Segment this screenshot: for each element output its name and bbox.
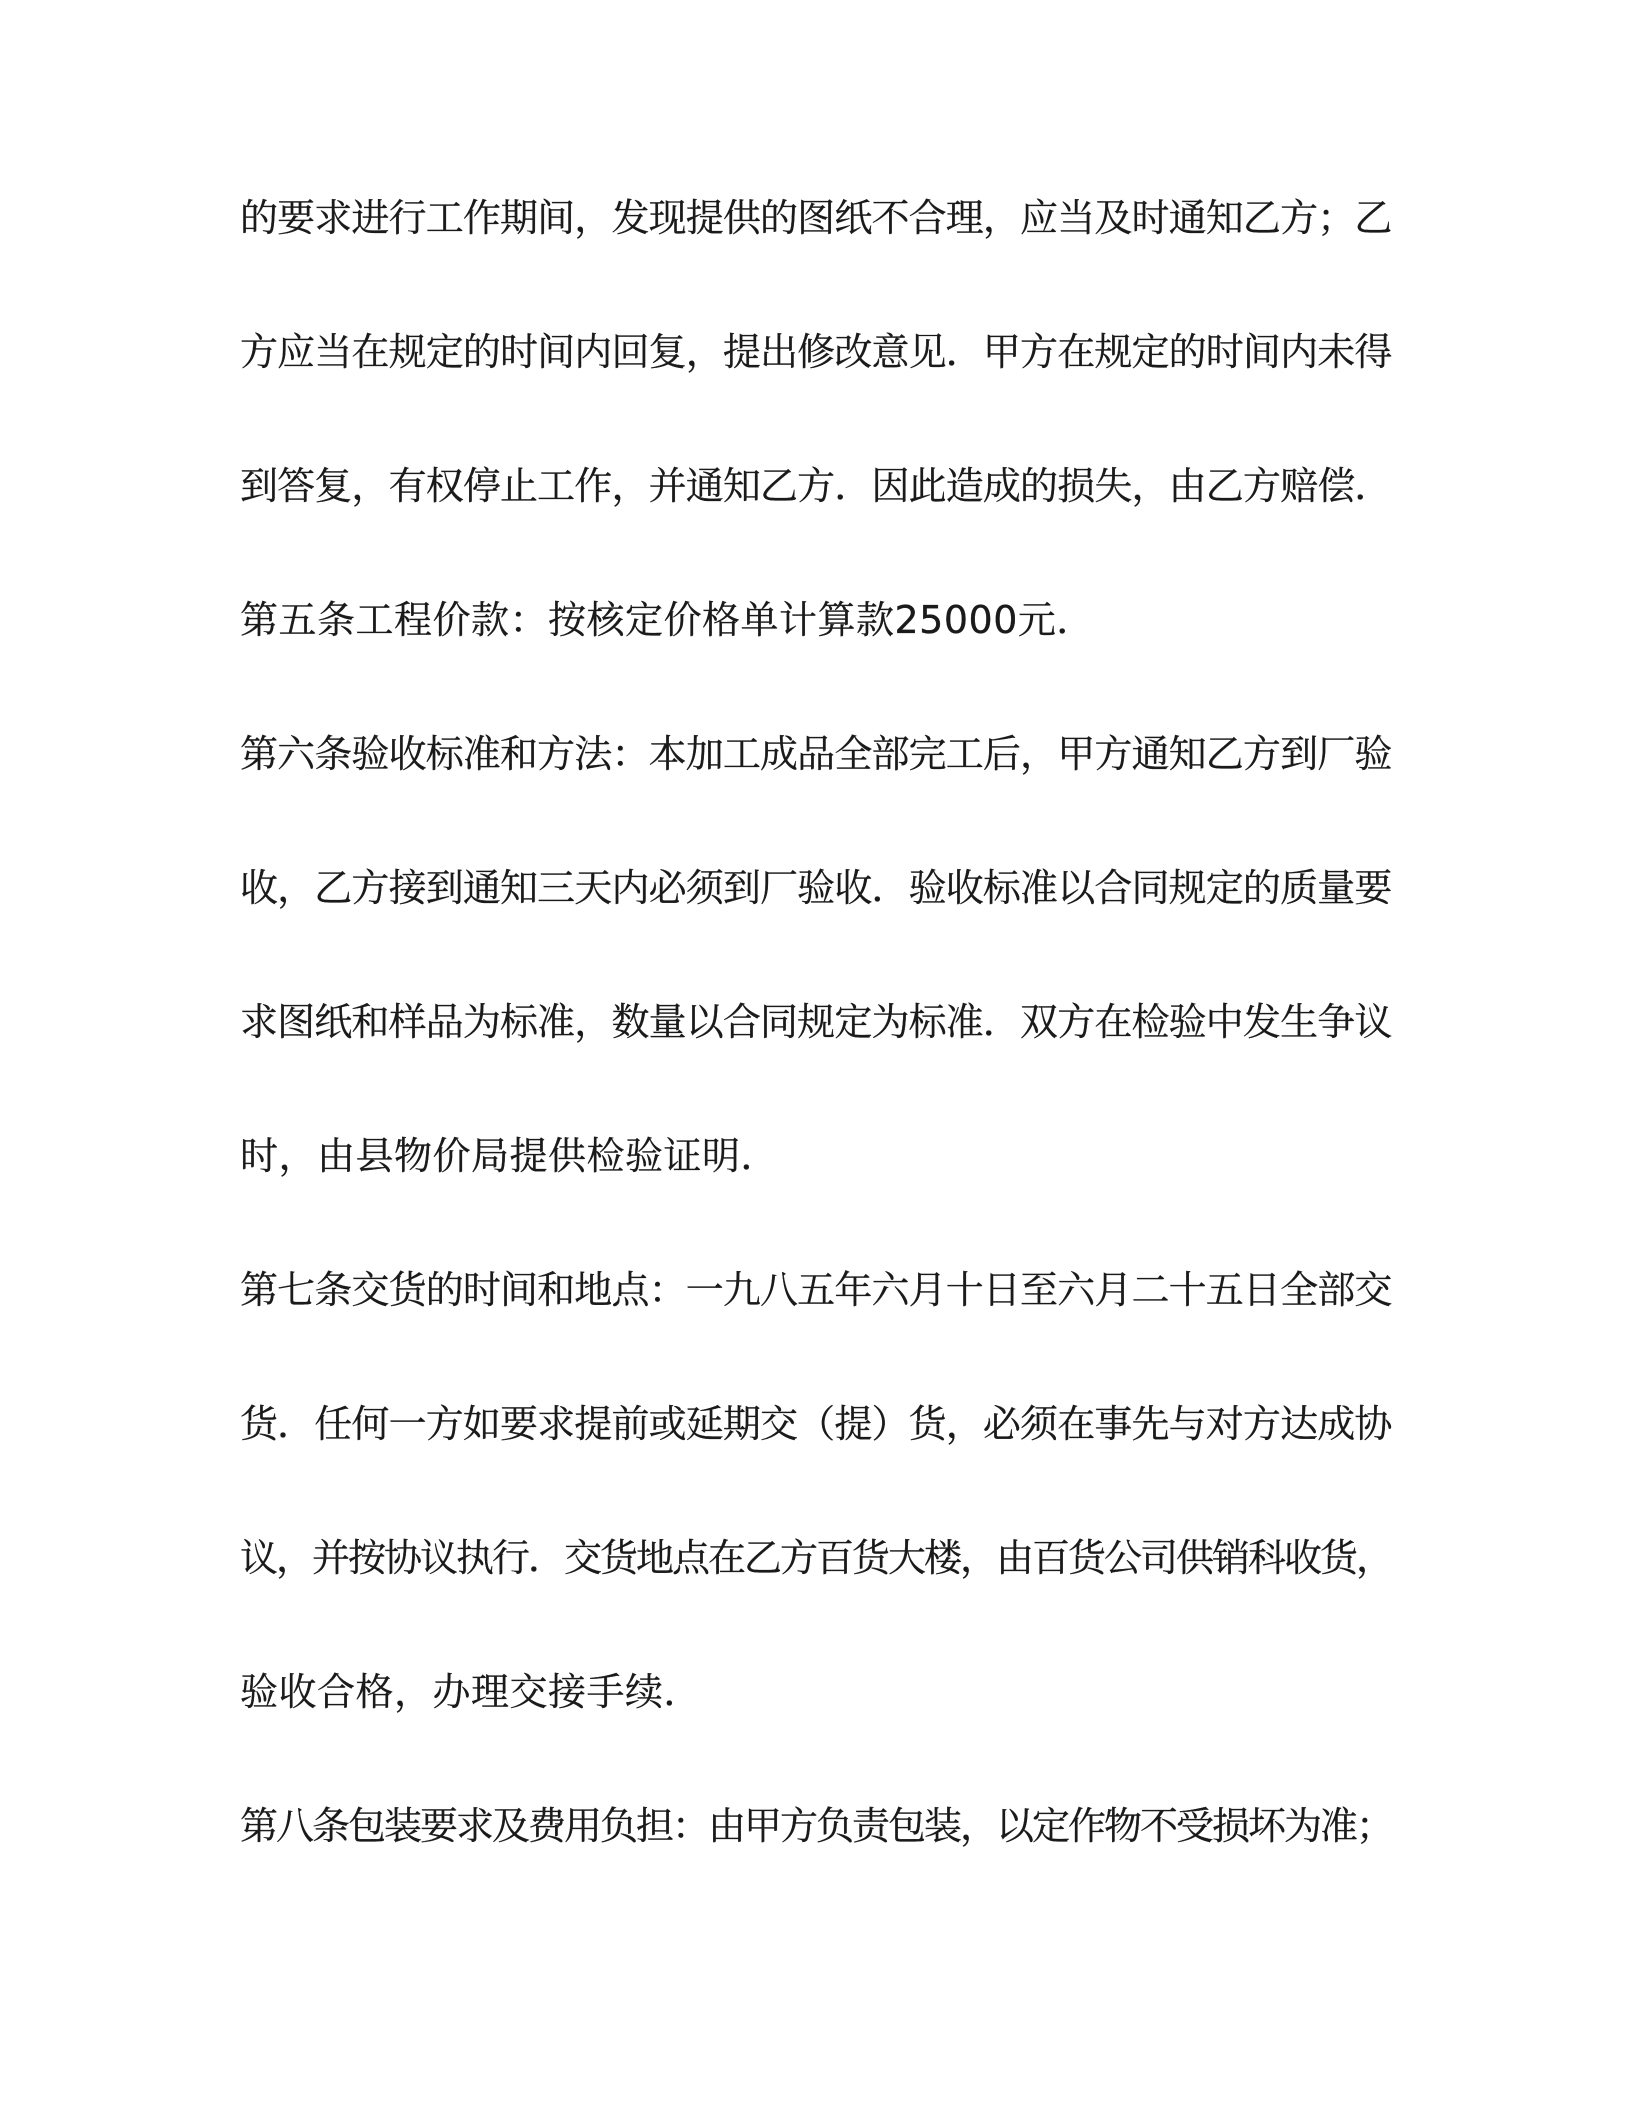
text-line: 到答复，有权停止工作，并通知乙方．因此造成的损失，由乙方赔偿．	[240, 464, 1392, 508]
text-line: 验收合格，办理交接手续．	[240, 1670, 703, 1714]
article-6-line: 第六条验收标准和方法：本加工成品全部完工后，甲方通知乙方到厂验	[240, 732, 1392, 776]
text-line: 议，并按协议执行．交货地点在乙方百货大楼，由百货公司供销科收货，	[240, 1536, 1393, 1580]
text-line: 收，乙方接到通知三天内必须到厂验收．验收标准以合同规定的质量要	[240, 866, 1392, 910]
article-5-line: 第五条工程价款：按核定价格单计算款25000元．	[240, 598, 1095, 642]
article-7-line: 第七条交货的时间和地点：一九八五年六月十日至六月二十五日全部交	[240, 1268, 1392, 1312]
article-8-line: 第八条包装要求及费用负担：由甲方负责包装，以定作物不受损坏为准；	[240, 1804, 1393, 1848]
text-line: 货．任何一方如要求提前或延期交（提）货，必须在事先与对方达成协	[240, 1402, 1392, 1446]
text-line: 求图纸和样品为标准，数量以合同规定为标准．双方在检验中发生争议	[240, 1000, 1392, 1044]
text-line: 方应当在规定的时间内回复，提出修改意见．甲方在规定的时间内未得	[240, 330, 1392, 374]
text-line: 的要求进行工作期间，发现提供的图纸不合理，应当及时通知乙方；乙	[240, 196, 1392, 240]
text-line: 时，由县物价局提供检验证明．	[240, 1134, 780, 1178]
